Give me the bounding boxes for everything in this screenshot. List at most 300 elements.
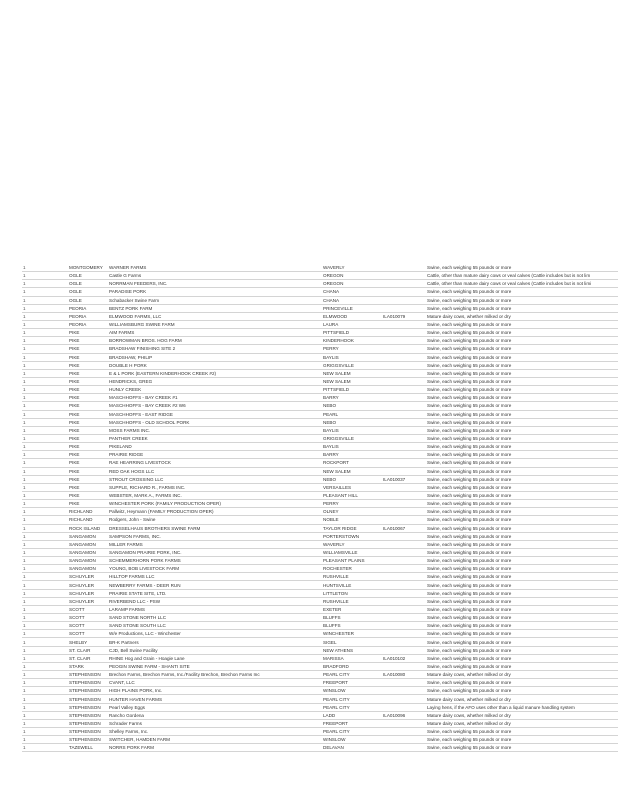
table-row <box>22 508 618 516</box>
county-cell: STEPHENSON <box>68 671 108 679</box>
facility-name-cell: HIGH PLAINS PORK, Inc. <box>108 687 322 695</box>
permit-number-cell <box>382 264 426 272</box>
facility-name-cell: PARADISE PORK <box>108 288 322 296</box>
row-number-cell: 1 <box>22 353 68 361</box>
permit-number-cell <box>382 377 426 385</box>
table-row <box>22 320 618 328</box>
table-row <box>22 361 618 369</box>
facility-table <box>22 264 618 752</box>
county-cell: PIKE <box>68 483 108 491</box>
row-number-cell: 1 <box>22 728 68 736</box>
facility-name-cell: WINCHESTER PORK (FAMILY PRODUCTION OPER) <box>108 500 322 508</box>
city-cell: PERRY <box>322 345 382 353</box>
animal-type-cell: Swine, each weighing 55 pounds or more <box>426 426 618 434</box>
city-cell: NEBO <box>322 475 382 483</box>
permit-number-cell <box>382 662 426 670</box>
city-cell: PLEASANT PLAINS <box>322 557 382 565</box>
facility-name-cell: SCHEMMERHORN PORK FARMS <box>108 557 322 565</box>
city-cell: WAVERLY <box>322 540 382 548</box>
county-cell: TAZEWELL <box>68 744 108 752</box>
row-number-cell: 1 <box>22 638 68 646</box>
row-number-cell: 1 <box>22 532 68 540</box>
table-row <box>22 483 618 491</box>
facility-name-cell: MASCHHOFFS - BAY CREEK #2 W6 <box>108 402 322 410</box>
county-cell: PIKE <box>68 451 108 459</box>
permit-number-cell <box>382 410 426 418</box>
row-number-cell: 1 <box>22 671 68 679</box>
facility-name-cell: W/e Productions, LLC - Winchester <box>108 630 322 638</box>
city-cell: CHANA <box>322 288 382 296</box>
row-number-cell: 1 <box>22 369 68 377</box>
table-row <box>22 728 618 736</box>
city-cell: WINSLOW <box>322 687 382 695</box>
animal-type-cell: Mature dairy cows, whether milked or dry <box>426 719 618 727</box>
city-cell: ROCHESTER <box>322 565 382 573</box>
facility-name-cell: SAND STONE NORTH LLC <box>108 614 322 622</box>
table-row <box>22 638 618 646</box>
row-number-cell: 1 <box>22 443 68 451</box>
animal-type-cell: Swine, each weighing 55 pounds or more <box>426 654 618 662</box>
permit-number-cell <box>382 296 426 304</box>
facility-name-cell: MASCHHOFFS - EAST RIDGE <box>108 410 322 418</box>
permit-number-cell <box>382 614 426 622</box>
city-cell: ELMWOOD <box>322 312 382 320</box>
county-cell: SANGAMON <box>68 565 108 573</box>
county-cell: PEORIA <box>68 320 108 328</box>
animal-type-cell: Swine, each weighing 55 pounds or more <box>426 467 618 475</box>
county-cell: SCHUYLER <box>68 581 108 589</box>
row-number-cell: 1 <box>22 573 68 581</box>
county-cell: PIKE <box>68 345 108 353</box>
row-number-cell: 1 <box>22 630 68 638</box>
permit-number-cell <box>382 687 426 695</box>
animal-type-cell: Swine, each weighing 55 pounds or more <box>426 443 618 451</box>
city-cell: NEBO <box>322 402 382 410</box>
animal-type-cell: Swine, each weighing 55 pounds or more <box>426 434 618 442</box>
animal-type-cell: Swine, each weighing 55 pounds or more <box>426 491 618 499</box>
animal-type-cell: Swine, each weighing 55 pounds or more <box>426 264 618 272</box>
facility-name-cell: RAE HEARRING LIVESTOCK <box>108 459 322 467</box>
animal-type-cell: Swine, each weighing 55 pounds or more <box>426 548 618 556</box>
animal-type-cell: Mature dairy cows, whether milked or dry <box>426 695 618 703</box>
county-cell: PIKE <box>68 491 108 499</box>
row-number-cell: 1 <box>22 304 68 312</box>
permit-number-cell: ILA010037 <box>382 475 426 483</box>
table-row <box>22 272 618 280</box>
table-row <box>22 296 618 304</box>
permit-number-cell <box>382 337 426 345</box>
permit-number-cell <box>382 728 426 736</box>
county-cell: STEPHENSON <box>68 695 108 703</box>
facility-name-cell: Rodgers, John - Swine <box>108 516 322 524</box>
row-number-cell: 1 <box>22 548 68 556</box>
city-cell: OREGON <box>322 272 382 280</box>
county-cell: STEPHENSON <box>68 736 108 744</box>
permit-number-cell <box>382 280 426 288</box>
city-cell: WINSLOW <box>322 736 382 744</box>
permit-number-cell: ILA010102 <box>382 654 426 662</box>
facility-name-cell: CJD, Bell Swine Facility <box>108 646 322 654</box>
table-row <box>22 557 618 565</box>
row-number-cell: 1 <box>22 540 68 548</box>
city-cell: WILLIAMSVILLE <box>322 548 382 556</box>
table-row <box>22 671 618 679</box>
table-row <box>22 459 618 467</box>
table-row <box>22 491 618 499</box>
row-number-cell: 1 <box>22 654 68 662</box>
county-cell: SCOTT <box>68 614 108 622</box>
table-row <box>22 369 618 377</box>
permit-number-cell <box>382 597 426 605</box>
county-cell: PEORIA <box>68 304 108 312</box>
city-cell: NOBLE <box>322 516 382 524</box>
city-cell: BRADFORD <box>322 662 382 670</box>
row-number-cell: 1 <box>22 264 68 272</box>
row-number-cell: 1 <box>22 467 68 475</box>
permit-number-cell <box>382 548 426 556</box>
row-number-cell: 1 <box>22 312 68 320</box>
row-number-cell: 1 <box>22 410 68 418</box>
animal-type-cell: Cattle, other than mature dairy cows or veal calves (Cattle includes but is not lim <box>426 272 618 280</box>
table-row <box>22 475 618 483</box>
animal-type-cell: Swine, each weighing 55 pounds or more <box>426 728 618 736</box>
permit-number-cell <box>382 418 426 426</box>
city-cell: PEARL CITY <box>322 695 382 703</box>
city-cell: PEARL CITY <box>322 728 382 736</box>
facility-name-cell: HUNLY CREEK <box>108 386 322 394</box>
animal-type-cell: Swine, each weighing 55 pounds or more <box>426 540 618 548</box>
spreadsheet-page <box>22 264 618 752</box>
permit-number-cell <box>382 622 426 630</box>
city-cell: NEBO <box>322 418 382 426</box>
facility-name-cell: DRESSELHAUS BROTHERS SWINE FARM <box>108 524 322 532</box>
table-row <box>22 646 618 654</box>
permit-number-cell <box>382 483 426 491</box>
facility-name-cell: PEOGIN SWINE FARM - SHANTI SITE <box>108 662 322 670</box>
animal-type-cell: Swine, each weighing 55 pounds or more <box>426 345 618 353</box>
table-row <box>22 451 618 459</box>
row-number-cell: 1 <box>22 272 68 280</box>
facility-name-cell: Rancho Gordena <box>108 711 322 719</box>
facility-name-cell: YOUNG, BOB LIVESTOCK FARM <box>108 565 322 573</box>
table-row <box>22 353 618 361</box>
permit-number-cell <box>382 451 426 459</box>
row-number-cell: 1 <box>22 589 68 597</box>
permit-number-cell: ILA010079 <box>382 312 426 320</box>
row-number-cell: 1 <box>22 695 68 703</box>
facility-name-cell: BR-K Partners <box>108 638 322 646</box>
table-row <box>22 532 618 540</box>
city-cell: RUSHVILLE <box>322 573 382 581</box>
row-number-cell: 1 <box>22 581 68 589</box>
permit-number-cell: ILA010067 <box>382 524 426 532</box>
animal-type-cell: Swine, each weighing 55 pounds or more <box>426 646 618 654</box>
table-row <box>22 500 618 508</box>
city-cell: NEW SALEM <box>322 377 382 385</box>
animal-type-cell: Swine, each weighing 55 pounds or more <box>426 402 618 410</box>
permit-number-cell <box>382 573 426 581</box>
facility-name-cell: Brechon Farms, Brechon Farms, Inc./Facility Brechon, Brechon Farms Inc <box>108 671 322 679</box>
row-number-cell: 1 <box>22 483 68 491</box>
county-cell: PIKE <box>68 353 108 361</box>
facility-name-cell: PIKELAND <box>108 443 322 451</box>
county-cell: PIKE <box>68 434 108 442</box>
row-number-cell: 1 <box>22 711 68 719</box>
row-number-cell: 1 <box>22 565 68 573</box>
row-number-cell: 1 <box>22 361 68 369</box>
facility-name-cell: BENTZ PORK FARM <box>108 304 322 312</box>
permit-number-cell <box>382 272 426 280</box>
table-row <box>22 426 618 434</box>
row-number-cell: 1 <box>22 491 68 499</box>
table-row <box>22 264 618 272</box>
row-number-cell: 1 <box>22 426 68 434</box>
county-cell: SCHUYLER <box>68 589 108 597</box>
animal-type-cell: Swine, each weighing 55 pounds or more <box>426 361 618 369</box>
permit-number-cell <box>382 361 426 369</box>
row-number-cell: 1 <box>22 646 68 654</box>
table-row <box>22 614 618 622</box>
row-number-cell: 1 <box>22 508 68 516</box>
county-cell: SCHUYLER <box>68 597 108 605</box>
table-row <box>22 703 618 711</box>
animal-type-cell: Swine, each weighing 55 pounds or more <box>426 622 618 630</box>
table-row <box>22 329 618 337</box>
facility-name-cell: SAMPSON FARMS, INC. <box>108 532 322 540</box>
table-row <box>22 345 618 353</box>
table-row <box>22 443 618 451</box>
city-cell: LAURA <box>322 320 382 328</box>
row-number-cell: 1 <box>22 345 68 353</box>
animal-type-cell: Swine, each weighing 55 pounds or more <box>426 605 618 613</box>
facility-name-cell: MASCHHOFFS - OLD SCHOOL PORK <box>108 418 322 426</box>
city-cell: BARRY <box>322 451 382 459</box>
city-cell: NEW ATHENS <box>322 646 382 654</box>
city-cell: RUSHVILLE <box>322 597 382 605</box>
permit-number-cell <box>382 679 426 687</box>
facility-name-cell: Schabacker Swine Farm <box>108 296 322 304</box>
table-row <box>22 288 618 296</box>
permit-number-cell <box>382 557 426 565</box>
county-cell: PIKE <box>68 410 108 418</box>
animal-type-cell: Swine, each weighing 55 pounds or more <box>426 744 618 752</box>
animal-type-cell: Swine, each weighing 55 pounds or more <box>426 394 618 402</box>
row-number-cell: 1 <box>22 662 68 670</box>
facility-name-cell: PRAIRIE RIDGE <box>108 451 322 459</box>
table-row <box>22 589 618 597</box>
permit-number-cell <box>382 329 426 337</box>
permit-number-cell <box>382 434 426 442</box>
city-cell: PORTERSTOWN <box>322 532 382 540</box>
county-cell: PIKE <box>68 402 108 410</box>
city-cell: NEW SALEM <box>322 369 382 377</box>
county-cell: PIKE <box>68 329 108 337</box>
animal-type-cell: Mature dairy cows, whether milked or dry <box>426 711 618 719</box>
table-row <box>22 679 618 687</box>
animal-type-cell: Swine, each weighing 55 pounds or more <box>426 687 618 695</box>
city-cell: GRIGGSVILLE <box>322 361 382 369</box>
row-number-cell: 1 <box>22 736 68 744</box>
city-cell: OLNEY <box>322 508 382 516</box>
county-cell: PIKE <box>68 394 108 402</box>
city-cell: LADD <box>322 711 382 719</box>
permit-number-cell <box>382 500 426 508</box>
permit-number-cell <box>382 402 426 410</box>
row-number-cell: 1 <box>22 557 68 565</box>
animal-type-cell: Swine, each weighing 55 pounds or more <box>426 662 618 670</box>
facility-name-cell: SANGAMON PRAIRIE PORK, INC. <box>108 548 322 556</box>
permit-number-cell <box>382 638 426 646</box>
county-cell: SANGAMON <box>68 548 108 556</box>
animal-type-cell: Swine, each weighing 55 pounds or more <box>426 288 618 296</box>
county-cell: OGLE <box>68 280 108 288</box>
county-cell: PIKE <box>68 377 108 385</box>
facility-name-cell: MILLER FARMS <box>108 540 322 548</box>
county-cell: PIKE <box>68 500 108 508</box>
county-cell: STEPHENSON <box>68 687 108 695</box>
table-row <box>22 736 618 744</box>
city-cell: PITTSFIELD <box>322 386 382 394</box>
city-cell: PERRY <box>322 500 382 508</box>
facility-name-cell: WEBSTER, MARK A., FARMS INC. <box>108 491 322 499</box>
row-number-cell: 1 <box>22 288 68 296</box>
county-cell: ST. CLAIR <box>68 654 108 662</box>
county-cell: RICHLAND <box>68 508 108 516</box>
city-cell: BLUFFS <box>322 614 382 622</box>
animal-type-cell: Swine, each weighing 55 pounds or more <box>426 589 618 597</box>
city-cell: PEARL CITY <box>322 671 382 679</box>
permit-number-cell <box>382 565 426 573</box>
animal-type-cell: Swine, each weighing 55 pounds or more <box>426 353 618 361</box>
county-cell: PIKE <box>68 418 108 426</box>
animal-type-cell: Swine, each weighing 55 pounds or more <box>426 418 618 426</box>
county-cell: STEPHENSON <box>68 711 108 719</box>
row-number-cell: 1 <box>22 280 68 288</box>
animal-type-cell: Cattle, other than mature dairy cows or veal calves (Cattle includes but is not limi <box>426 280 618 288</box>
table-row <box>22 605 618 613</box>
county-cell: SCOTT <box>68 605 108 613</box>
animal-type-cell: Swine, each weighing 55 pounds or more <box>426 630 618 638</box>
permit-number-cell <box>382 353 426 361</box>
animal-type-cell: Swine, each weighing 55 pounds or more <box>426 386 618 394</box>
county-cell: PIKE <box>68 337 108 345</box>
table-row <box>22 540 618 548</box>
row-number-cell: 1 <box>22 524 68 532</box>
permit-number-cell <box>382 426 426 434</box>
facility-name-cell: SAND STONE SOUTH LLC <box>108 622 322 630</box>
animal-type-cell: Swine, each weighing 55 pounds or more <box>426 451 618 459</box>
facility-name-cell: Shelley Farms, Inc. <box>108 728 322 736</box>
permit-number-cell <box>382 491 426 499</box>
county-cell: OGLE <box>68 272 108 280</box>
permit-number-cell: ILA010096 <box>382 711 426 719</box>
county-cell: STARK <box>68 662 108 670</box>
facility-name-cell: NORRS PORK FARM <box>108 744 322 752</box>
animal-type-cell: Swine, each weighing 55 pounds or more <box>426 320 618 328</box>
facility-name-cell: HILLTOP FARMS LLC <box>108 573 322 581</box>
facility-name-cell: Pallwitz, Heymann (FAMILY PRODUCTION OPER) <box>108 508 322 516</box>
facility-name-cell: SUPPLE, RICHARD R., FARMS INC. <box>108 483 322 491</box>
county-cell: PIKE <box>68 369 108 377</box>
county-cell: SANGAMON <box>68 540 108 548</box>
city-cell: BARRY <box>322 394 382 402</box>
city-cell: PRINCEVILLE <box>322 304 382 312</box>
permit-number-cell <box>382 581 426 589</box>
permit-number-cell <box>382 516 426 524</box>
facility-name-cell: RIVERBEND LLC - PSW <box>108 597 322 605</box>
county-cell: SCOTT <box>68 630 108 638</box>
facility-name-cell: BORROWMAN BROS. HOG FARM <box>108 337 322 345</box>
county-cell: RICHLAND <box>68 516 108 524</box>
city-cell: VERSAILLES <box>322 483 382 491</box>
table-row <box>22 630 618 638</box>
row-number-cell: 1 <box>22 394 68 402</box>
row-number-cell: 1 <box>22 386 68 394</box>
table-row <box>22 467 618 475</box>
permit-number-cell <box>382 605 426 613</box>
city-cell: CHANA <box>322 296 382 304</box>
permit-number-cell <box>382 589 426 597</box>
county-cell: SHELBY <box>68 638 108 646</box>
county-cell: STEPHENSON <box>68 679 108 687</box>
facility-name-cell: E & L PORK (EASTERN KINDERHOOK CREEK #2) <box>108 369 322 377</box>
table-body <box>22 264 618 752</box>
animal-type-cell: Swine, each weighing 55 pounds or more <box>426 304 618 312</box>
facility-name-cell: ELMWOOD FARMS, LLC <box>108 312 322 320</box>
row-number-cell: 1 <box>22 679 68 687</box>
row-number-cell: 1 <box>22 703 68 711</box>
animal-type-cell: Swine, each weighing 55 pounds or more <box>426 557 618 565</box>
city-cell: OREGON <box>322 280 382 288</box>
facility-name-cell: NORRMAN FEEDERS, INC. <box>108 280 322 288</box>
permit-number-cell <box>382 288 426 296</box>
row-number-cell: 1 <box>22 744 68 752</box>
row-number-cell: 1 <box>22 475 68 483</box>
permit-number-cell <box>382 369 426 377</box>
table-row <box>22 581 618 589</box>
table-row <box>22 654 618 662</box>
city-cell: MARISSA <box>322 654 382 662</box>
table-row <box>22 312 618 320</box>
table-row <box>22 524 618 532</box>
facility-name-cell: BRADSHAW, PHILIP <box>108 353 322 361</box>
county-cell: OGLE <box>68 288 108 296</box>
permit-number-cell <box>382 345 426 353</box>
county-cell: STEPHENSON <box>68 728 108 736</box>
county-cell: STEPHENSON <box>68 719 108 727</box>
permit-number-cell <box>382 695 426 703</box>
animal-type-cell: Laying hens, if the AFO uses other than a liquid manure handling system <box>426 703 618 711</box>
table-row <box>22 418 618 426</box>
county-cell: PIKE <box>68 459 108 467</box>
table-row <box>22 622 618 630</box>
row-number-cell: 1 <box>22 605 68 613</box>
animal-type-cell: Swine, each weighing 55 pounds or more <box>426 565 618 573</box>
county-cell: PIKE <box>68 443 108 451</box>
city-cell: BAYLIS <box>322 353 382 361</box>
facility-name-cell: PANTHER CREEK <box>108 434 322 442</box>
permit-number-cell <box>382 703 426 711</box>
animal-type-cell: Swine, each weighing 55 pounds or more <box>426 508 618 516</box>
row-number-cell: 1 <box>22 296 68 304</box>
animal-type-cell: Swine, each weighing 55 pounds or more <box>426 377 618 385</box>
city-cell: PLEASANT HILL <box>322 491 382 499</box>
table-row <box>22 394 618 402</box>
facility-name-cell: HUNTER HAVEN FARMS <box>108 695 322 703</box>
facility-name-cell: Schrader Farms <box>108 719 322 727</box>
facility-name-cell: Pearl Valley Eggs <box>108 703 322 711</box>
table-row <box>22 402 618 410</box>
